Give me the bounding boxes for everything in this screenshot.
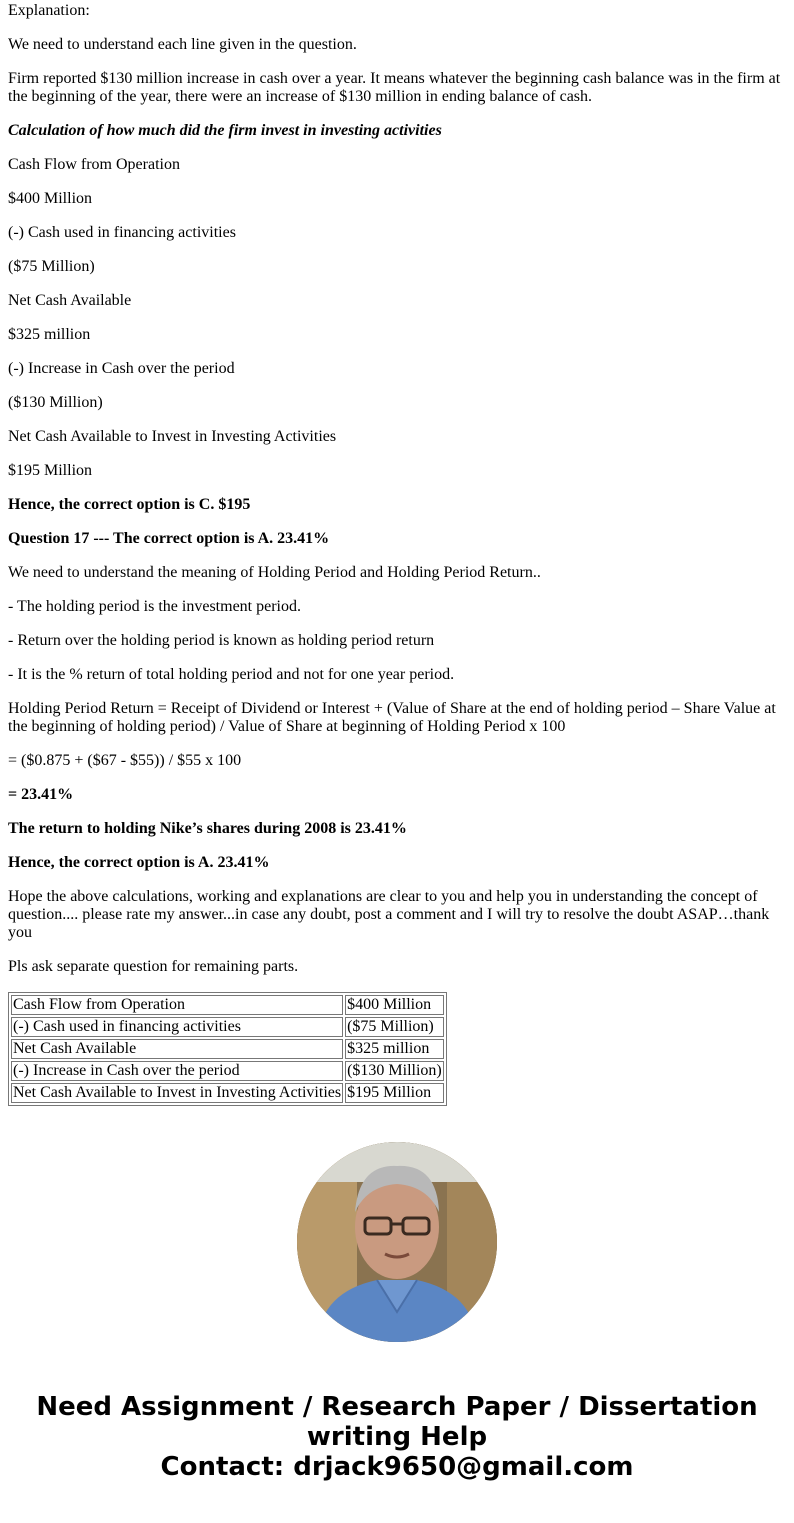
promo-line: writing Help — [306, 1422, 488, 1452]
table-cell-value: $195 Million — [345, 1083, 444, 1103]
bullet-item: - It is the % return of total holding period and not for one year period. — [8, 666, 455, 683]
cash-flow-table — [8, 992, 447, 1106]
calc-line: Net Cash Available — [8, 292, 132, 309]
calc-line: (-) Increase in Cash over the period — [8, 360, 235, 377]
separate-question-note: Pls ask separate question for remaining parts. — [8, 958, 299, 975]
table-cell-value: ($130 Million) — [347, 1062, 442, 1079]
promo-banner — [0, 1392, 794, 1482]
explanation-label: Explanation: — [8, 2, 90, 19]
table-cell-value: $325 million — [345, 1039, 444, 1059]
avatar-container — [0, 1142, 794, 1342]
table-cell-value: $400 Million — [345, 995, 444, 1015]
hpr-formula: Holding Period Return = Receipt of Dividend or Interest + (Value of Share at the end of holding period – Share Value at the beginning of holding period) / Value of Share at beginning of Holding Period x 100 — [8, 700, 776, 735]
answer-option-a: Hence, the correct option is A. 23.41% — [8, 854, 270, 871]
hpr-calculation: = ($0.875 + ($67 - $55)) / $55 x 100 — [8, 752, 242, 769]
calc-line: ($130 Million) — [8, 394, 103, 411]
calc-line: $400 Million — [8, 190, 93, 207]
table-row — [11, 995, 444, 1015]
calc-line: ($75 Million) — [8, 258, 95, 275]
table-row — [11, 1039, 444, 1059]
table-cell-label: (-) Cash used in financing activities — [11, 1017, 343, 1037]
table-row — [11, 1083, 444, 1103]
calculation-heading: Calculation of how much did the firm invest in investing activities — [8, 122, 442, 139]
table-cell-label: Net Cash Available to Invest in Investing Activities — [13, 1084, 342, 1101]
intro-text: We need to understand each line given in the question. — [8, 36, 357, 53]
answer-option-c: Hence, the correct option is C. $195 — [8, 496, 251, 513]
table-row — [11, 1017, 444, 1037]
calc-line: (-) Cash used in financing activities — [8, 224, 236, 241]
table-cell-label: Cash Flow from Operation — [11, 995, 343, 1015]
closing-note: Hope the above calculations, working and explanations are clear to you and help you in understanding the concept of question.... please rate my answer...in case any doubt, post a comment and I will try to resolve the doubt ASAP…thank you — [8, 888, 770, 941]
promo-line: Need Assignment / Research Paper / Dissertation — [36, 1392, 758, 1422]
hpr-result: = 23.41% — [8, 786, 74, 803]
question-17-heading: Question 17 --- The correct option is A. 23.41% — [8, 530, 330, 547]
promo-contact: Contact: drjack9650@gmail.com — [160, 1452, 634, 1482]
table-cell-label: (-) Increase in Cash over the period — [11, 1061, 343, 1081]
calc-line: $195 Million — [8, 462, 93, 479]
calc-line: Cash Flow from Operation — [8, 156, 180, 173]
table-cell-value: ($75 Million) — [345, 1017, 444, 1037]
firm-reported-text: Firm reported $130 million increase in cash over a year. It means whatever the beginning cash balance was in the firm at the beginning of the year, there were an increase of $130 million in ending balance of cash. — [8, 70, 781, 105]
calc-line: Net Cash Available to Invest in Investing Activities — [8, 428, 337, 445]
table-row — [11, 1061, 444, 1081]
nike-return-statement: The return to holding Nike’s shares during 2008 is 23.41% — [8, 820, 407, 837]
holding-period-intro: We need to understand the meaning of Holding Period and Holding Period Return.. — [8, 564, 541, 581]
avatar — [297, 1142, 497, 1342]
bullet-item: - Return over the holding period is known as holding period return — [8, 632, 435, 649]
table-cell-label: Net Cash Available — [11, 1039, 343, 1059]
avatar-portrait-icon — [297, 1142, 497, 1342]
bullet-item: - The holding period is the investment period. — [8, 598, 301, 615]
calc-line: $325 million — [8, 326, 91, 343]
